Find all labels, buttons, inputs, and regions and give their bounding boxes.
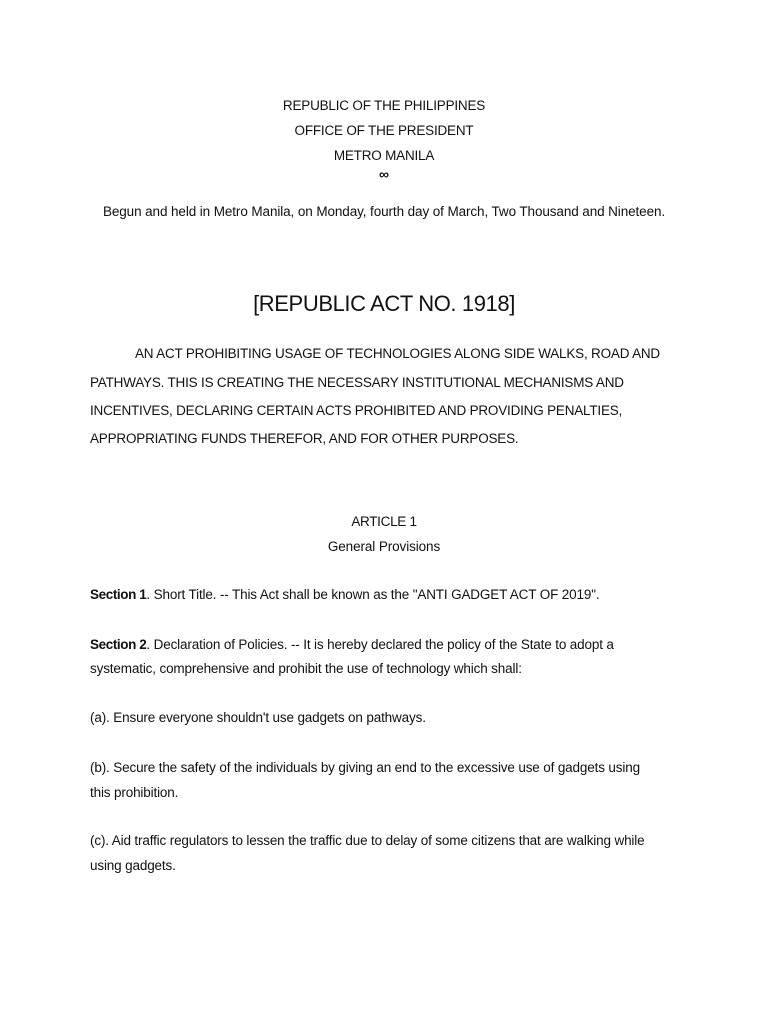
begun-statement: Begun and held in Metro Manila, on Monday, fourth day of March, Two Thousand and Nineteen. <box>102 204 666 219</box>
item-c-line-2: using gadgets. <box>90 858 176 873</box>
section-1-label: Section 1 <box>90 587 147 602</box>
preamble-line-3: INCENTIVES, DECLARING CERTAIN ACTS PROHIBITED AND PROVIDING PENALTIES, <box>90 403 623 418</box>
item-a: (a). Ensure everyone shouldn't use gadgets on pathways. <box>90 710 426 725</box>
act-title: [REPUBLIC ACT NO. 1918] <box>253 291 515 316</box>
header-office: OFFICE OF THE PRESIDENT <box>294 123 474 138</box>
header-country: REPUBLIC OF THE PHILIPPINES <box>282 98 486 113</box>
preamble-line-1: AN ACT PROHIBITING USAGE OF TECHNOLOGIES ALONG SIDE WALKS, ROAD AND <box>135 346 660 361</box>
header-location: METRO MANILA <box>333 148 435 163</box>
item-b-line-1: (b). Secure the safety of the individuals by giving an end to the excessive use of gadgets using <box>90 760 640 775</box>
article-subheading: General Provisions <box>327 539 441 554</box>
article-heading: ARTICLE 1 <box>351 514 417 529</box>
preamble-line-2: PATHWAYS. THIS IS CREATING THE NECESSARY INSTITUTIONAL MECHANISMS AND <box>90 375 624 390</box>
item-b-line-2: this prohibition. <box>90 785 179 800</box>
section-2-text-line-2: systematic, comprehensive and prohibit the use of technology which shall: <box>90 661 522 676</box>
section-1 <box>90 587 690 602</box>
section-2-label: Section 2 <box>90 637 147 652</box>
section-2 <box>90 637 690 652</box>
infinity-symbol: ∞ <box>379 166 389 182</box>
item-c-line-1: (c). Aid traffic regulators to lessen the traffic due to delay of some citizens that are walking while <box>90 833 645 848</box>
preamble-line-4: APPROPRIATING FUNDS THEREFOR, AND FOR OTHER PURPOSES. <box>90 431 519 446</box>
section-1-text: . Short Title. -- This Act shall be known as the "ANTI GADGET ACT OF 2019". <box>146 587 600 602</box>
section-2-text-line-1: . Declaration of Policies. -- It is hereby declared the policy of the State to adopt a <box>146 637 614 652</box>
